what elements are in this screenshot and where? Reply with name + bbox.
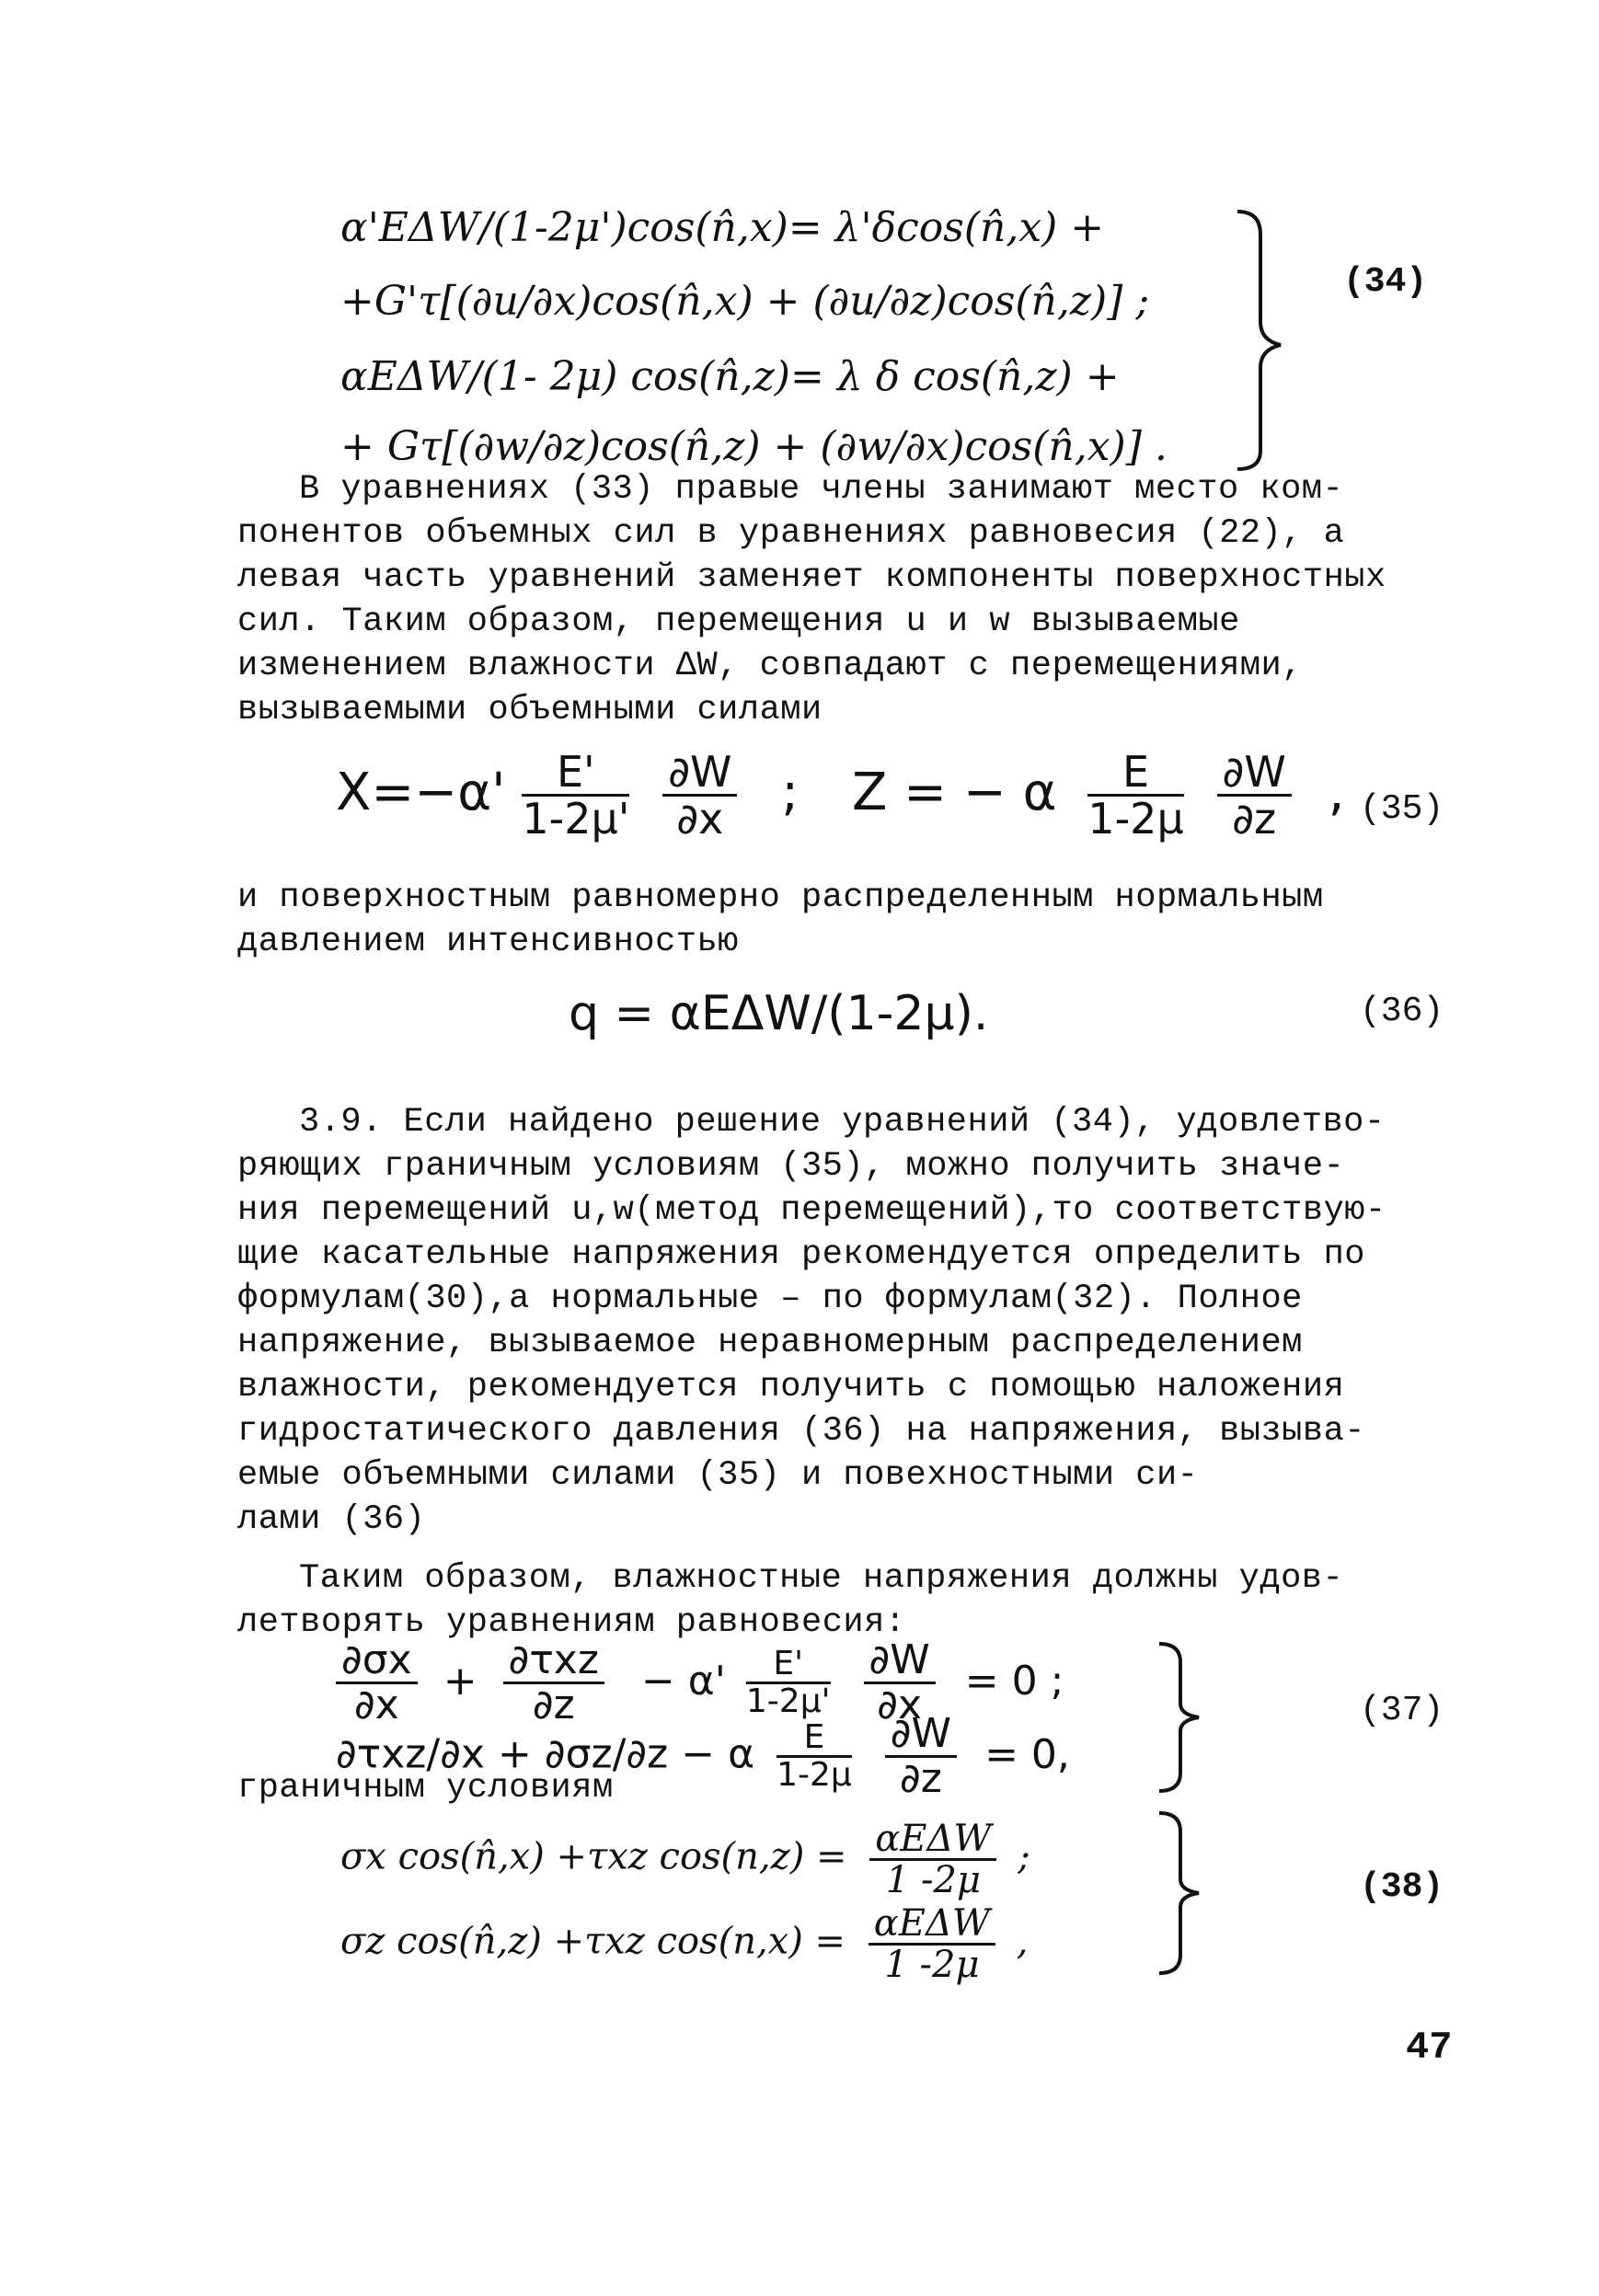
eq34-line1: α'EΔW/(1-2μ')cos(n̂,x)= λ'δcos(n̂,x) +: [340, 204, 1105, 251]
para1-line3: левая часть уравнений заменяет компоненты поверхностных: [237, 558, 1386, 597]
eq35-z-frac2: $\frac{\partial W}{\partial z}$: [1217, 750, 1292, 842]
para3-line4: щие касательные напряжения рекомендуется определить по: [237, 1235, 1365, 1274]
para3-line2: ряющих граничным условиям (35), можно получить значе-: [237, 1147, 1345, 1186]
para1-line6: вызываемыми объемными силами: [237, 691, 823, 729]
eq37-r1-frac4: $\frac{\partial W}{\partial x}$: [864, 1639, 936, 1727]
para3-line8: гидростатического давления (36) на напряжения, вызыва-: [237, 1412, 1365, 1451]
eq37-r1-end: = 0 ;: [964, 1657, 1064, 1705]
eq38-r1-left: σx cos(n̂,x) +τxz cos(n,z) =: [340, 1835, 847, 1878]
eq35-comma: ,: [1328, 762, 1345, 822]
eq38-row2: [340, 1904, 1028, 1984]
eq37-r1-frac2: $\frac{\text{∂τxz}}{\partial z}$: [503, 1639, 604, 1727]
para2-line2: давлением интенсивностью: [237, 923, 739, 961]
para3-line3: ния перемещений u,w(метод перемещений),то соответствую-: [237, 1191, 1386, 1230]
para4-line2: летворять уравнениям равновесия:: [237, 1603, 906, 1642]
eq35: [336, 747, 1345, 844]
boundary-conditions-label: граничным условиям: [237, 1769, 614, 1808]
page-number: 47: [1406, 2026, 1453, 2070]
eq37-r1-frac3: $\frac{E'}{1-2\mu'}$: [745, 1645, 831, 1721]
eq37-r1-frac1: $\frac{\partial\sigma x}{\partial x}$: [336, 1639, 418, 1727]
eq35-number: (35): [1360, 789, 1444, 829]
eq38-r2-end: ,: [1016, 1920, 1029, 1963]
eq37-r2-frac2: $\frac{\partial W}{\partial z}$: [885, 1713, 957, 1800]
eq37-r2-end: = 0,: [984, 1730, 1070, 1778]
eq35-z-frac1: $\frac{E}{1-2\mu}$: [1087, 747, 1184, 844]
eq37-plus: +: [443, 1657, 477, 1705]
para1-line5: изменением влажности ΔW, совпадают с перемещениями,: [237, 647, 1303, 685]
para1-line1: В уравнениях (33) правые члены занимают место ком-: [299, 470, 1344, 509]
eq37-number: (37): [1360, 1691, 1444, 1730]
eq34-line4: + Gτ[(∂w/∂z)cos(n̂,z) + (∂w/∂x)cos(n̂,x)] .: [340, 423, 1168, 470]
eq35-separator: ;: [781, 762, 800, 822]
eq38-row1: [340, 1820, 1030, 1900]
para1-line4: сил. Таким образом, перемещения u и w вызываемые: [237, 603, 1240, 641]
eq38-number: (38): [1360, 1867, 1444, 1907]
para3-line1: 3.9. Если найдено решение уравнений (34), удовлетво-: [299, 1103, 1386, 1142]
para3-line7: влажности, рекомендуется получить с помощью наложения: [237, 1368, 1345, 1406]
eq38-r1-frac: $\frac{\text{αEΔW}}{1 -2\mu}$: [869, 1820, 996, 1900]
eq34-line2: +G'τ[(∂u/∂x)cos(n̂,x) + (∂u/∂z)cos(n̂,z)] ;: [340, 278, 1150, 325]
eq37-r2-frac1: $\frac{E}{1-2\mu}$: [776, 1718, 852, 1795]
eq35-x-frac1: $\frac{E'}{1-2\mu'}$: [522, 747, 630, 844]
eq38-r2-left: σz cos(n̂,z) +τxz cos(n,x) =: [340, 1920, 846, 1963]
eq35-x-left: X=−α': [336, 762, 506, 822]
para3-line6: напряжение, вызываемое неравномерным распределением: [237, 1324, 1303, 1362]
eq38-r2-frac: $\frac{\text{αEΔW}}{1 -2\mu}$: [869, 1904, 995, 1984]
eq38-r1-end: ;: [1018, 1835, 1030, 1878]
eq34-number: (34): [1343, 262, 1428, 302]
eq35-z-left: Z = − α: [851, 762, 1057, 822]
eq34-brace: [1233, 207, 1288, 474]
eq37-minus-alpha: − α': [640, 1657, 726, 1705]
eq38-brace: [1155, 1808, 1210, 1978]
eq35-x-frac2: $\frac{\partial W}{\partial x}$: [662, 750, 737, 842]
para4-line1: Таким образом, влажностные напряжения должны удов-: [299, 1559, 1344, 1598]
para1-line2: понентов объемных сил в уравнениях равновесия (22), а: [237, 514, 1345, 553]
eq37-r2-left: ∂τxz/∂x + ∂σz/∂z − α: [336, 1730, 755, 1778]
eq36-number: (36): [1360, 992, 1444, 1031]
eq36-formula: q = αEΔW/(1-2μ).: [569, 986, 989, 1041]
para2-line1: и поверхностным равномерно распределенным нормальным: [237, 878, 1324, 917]
para3-line9: емые объемными силами (35) и повехностными си-: [237, 1456, 1199, 1495]
eq37-brace: [1155, 1639, 1210, 1796]
eq34-line3: αEΔW/(1- 2μ) cos(n̂,z)= λ δ cos(n̂,z) +: [340, 353, 1120, 400]
para3-line10: лами (36): [237, 1500, 426, 1539]
para3-line5: формулам(30),а нормальные – по формулам(32). Полное: [237, 1280, 1303, 1318]
